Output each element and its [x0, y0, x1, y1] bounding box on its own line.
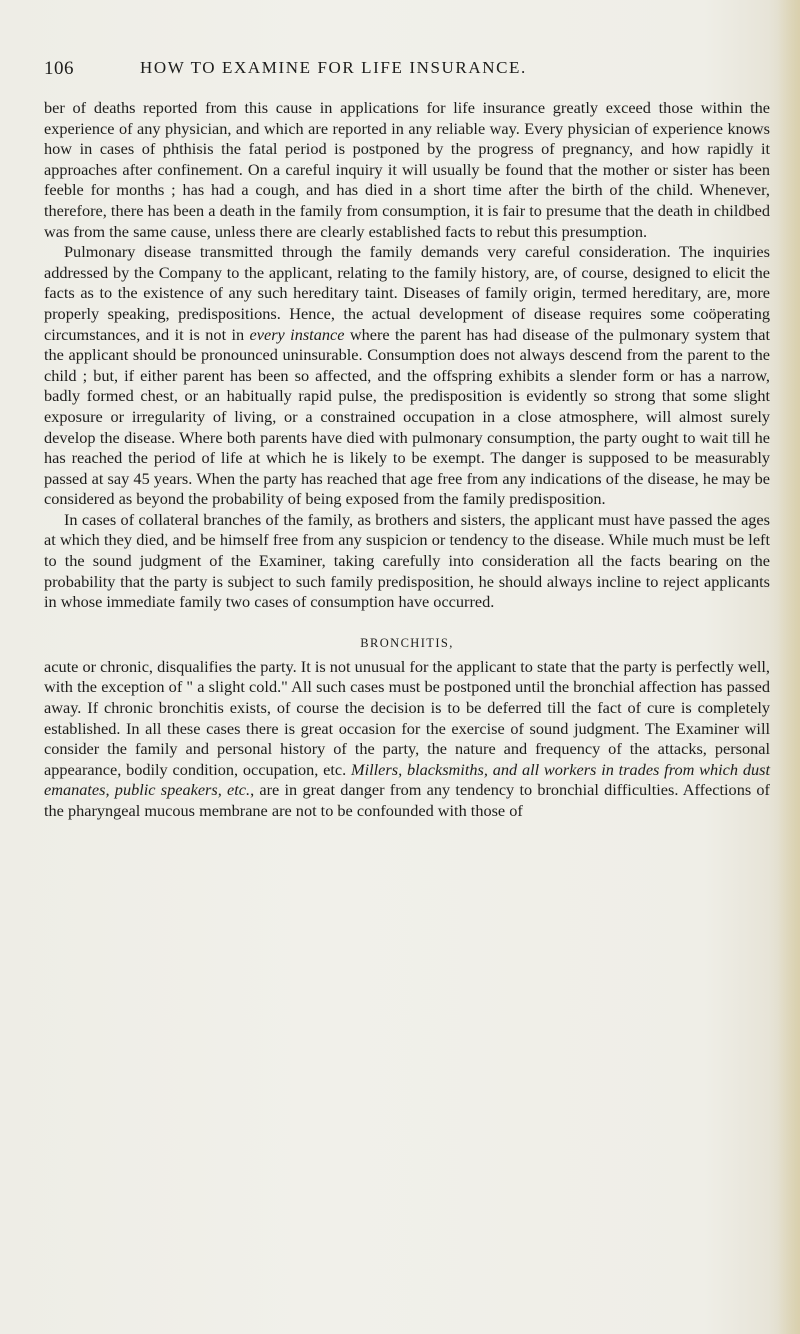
paragraph-pulmonary-disease — [44, 242, 770, 510]
paragraph-text: Pulmonary disease transmitted through the family demands very careful consideration. The inquiries addressed by the Company to the applicant, relating to the family history, are, of course, designed to elicit the facts as to the existence of any such hereditary taint. Diseases of family origin, termed hereditary, are, more properly speaking, predispositions. Hence, the actual development of disease requires some coöperating circumstances, and it is not in — [44, 242, 770, 344]
page-body — [44, 98, 770, 822]
page-number: 106 — [44, 58, 74, 79]
paragraph-collateral-branches: In cases of collateral branches of the family, as brothers and sisters, the applicant must have passed the ages at which they died, and be himself free from any suspicion or tendency to the disease. While much must be left to the sound judgment of the Examiner, taking carefully into consideration all the facts bearing on the probability that the party is subject to such family predisposition, he should always incline to reject applicants in whose immediate family two cases of consumption have occurred. — [44, 509, 770, 612]
paragraph-text: , are in great danger from any tendency to bronchial difficulties. Affections of the pharyngeal mucous membrane are not to be confounded with those of — [44, 780, 770, 820]
paragraph-text: where the parent has had disease of the pulmonary system that the applicant should be pronounced uninsurable. Consumption does not always descend from the parent to the child ; but, if either parent has been so affected, and the offspring exhibits a slender form or has a narrow, badly formed chest, or an habitually rapid pulse, the predisposition is evidently so strong that some slight exposure or irregularity of living, or a constrained occupation in a close atmosphere, will almost surely develop the disease. Where both parents have died with pulmonary consumption, the party ought to wait till he has reached the period of life at which he is likely to be exempt. The danger is supposed to be measurably passed at say 45 years. When the party has reached that age free from any indications of the disease, he may be considered as beyond the probability of being exposed from the family predisposition. — [44, 324, 770, 509]
italic-occupations: Millers, blacksmiths, and all workers in trades from which dust emanates, public speakers, etc. — [44, 759, 770, 800]
running-title: HOW TO EXAMINE FOR LIFE INSURANCE. — [140, 58, 527, 77]
italic-emphasis: every instance — [249, 324, 345, 344]
section-heading-bronchitis: BRONCHITIS, — [360, 635, 454, 650]
paragraph-text: acute or chronic, disqualifies the party. It is not unusual for the applicant to state that the party is perfectly well, with the exception of " a slight cold." All such cases must be postponed until the bronchial affection has passed away. If chronic bronchitis exists, of course the decision is to be deferred till the fact of cure is completely established. In all these cases there is great occasion for the exercise of sound judgment. The Examiner will consider the family and personal history of the party, the nature and frequency of the attacks, personal appearance, bodily condition, occupation, etc. — [44, 656, 770, 779]
page-header — [44, 58, 764, 84]
page-edge-shadow — [778, 0, 800, 1334]
paragraph-continued: ber of deaths reported from this cause in applications for life insurance greatly exceed those within the experience of any physician, and which are reported in any reliable way. Every physician of experience knows how in cases of phthisis the fatal period is postponed by the progress of pregnancy, and how rapidly it approaches after confinement. On a careful inquiry it will usually be found that the mother or sister has been feeble for months ; has had a cough, and has died in a short time after the birth of the child. Whenever, therefore, there has been a death in the family from consumption, it is fair to presume that the death in childbed was from the same cause, unless there are clearly established facts to rebut this presumption. — [44, 98, 770, 241]
paragraph-bronchitis — [44, 657, 770, 822]
